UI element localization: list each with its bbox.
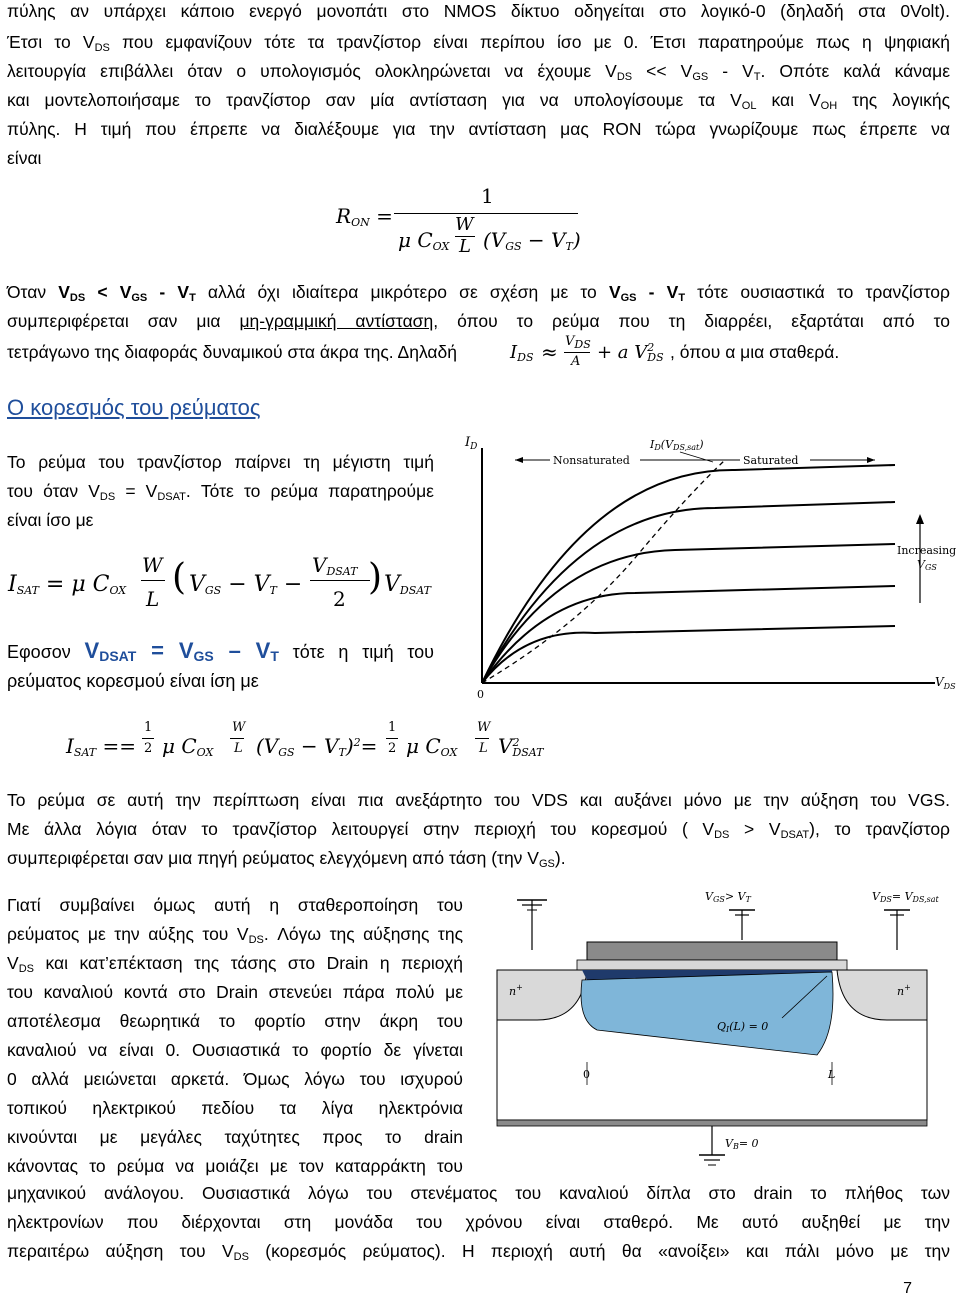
iv-characteristics-figure [455, 428, 960, 703]
para1-line5: πύλης. Η τιμή που έπρεπε να διαλέξουμε για την αντίσταση μας RON τώρα γνωρίζουμε πως έπρεπε να [7, 119, 950, 139]
para5-line2: Με άλλα λόγια όταν το τρανζίστορ λειτουργεί στην περιοχή του κορεσμού ( $V_{DS} > V_{DSAT}$), το τρανζίστορ [7, 819, 951, 841]
para4: Εφοσον $V_{DSAT} = V_{GS} - V_T$ τότε η τιμή του ρεύματος κορεσμού είναι ίση με [7, 638, 435, 691]
svg-text:VGS> VT: VGS> VT [705, 890, 751, 904]
svg-text:n+: n+ [897, 983, 911, 998]
para6-column: Γιατί συμβαίνει όμως αυτή η σταθεροποίηση του ρεύματος με την αύξης του $V_{DS}$. Λόγω της αύξησης της $V_{DS}$ και κατ’επέκταση της τάσης στο Drain η περιοχή του καναλιού κοντά στο Drain στενεύει πάρα πολύ με αποτέλεσμα θεωρητικά το φορτίο στην άκρη του καναλιού να είναι 0. Ουσιαστικά το φορτίο δε γίνεται 0 αλλά μειώνεται αρκετά. Όμως λόγω του ισχυρού τοπικού ηλεκτρικού πεδίου τα λίγα ηλεκτρόνια κινούνται με μεγάλες ταχύτητες προς το drain κάνοντας το ρεύμα να μοιάζει με τον καταρράκτη του [7, 895, 463, 1176]
iv-curve-5 [482, 465, 895, 683]
boundary-label: ID(VDS,sat) [650, 438, 704, 452]
svg-text:VDS= VDS,sat: VDS= VDS,sat [872, 890, 939, 904]
iv-curve-1 [482, 626, 895, 683]
iv-curve-3 [482, 544, 895, 683]
para1-line2: Έτσι το $V_{DS}$ που εμφανίζουν τότε τα τρανζίστορ είναι περίπου ίσο με 0. Έτσι παρατηρούμε πως η ψηφιακή [7, 32, 951, 54]
para5-line1: Το ρεύμα σε αυτή την περίπτωση είναι πια ανεξάρτητο του VDS και αυξάνει μόνο με την αύξηση του VGS. [7, 790, 950, 810]
svg-text:VB= 0: VB= 0 [725, 1137, 759, 1151]
svg-text:QI(L) = 0: QI(L) = 0 [717, 1020, 769, 1034]
para1-line3: λειτουργία επιβάλλει όταν ο υπολογισμός ολοκληρώνεται να έχουμε $V_{DS} << V_{GS} - V_T$. Οπότε καλά κάναμε [7, 61, 951, 83]
page-number: 7 [903, 1280, 912, 1297]
para5-line3: συμπεριφέρεται σαν μια πηγή ρεύματος ελεγχόμενη από τάση (την $V_{GS}$). [7, 848, 566, 870]
gate-electrode [587, 942, 837, 960]
para1-line6: είναι [7, 148, 42, 168]
svg-text:0: 0 [583, 1068, 590, 1081]
para2-line2: συμπεριφέρεται σαν μια μη-γραμμική αντίσταση, όπου το ρεύμα που τη διαρρέει, εξαρτάται από το [7, 311, 951, 331]
saturated-label: Saturated [743, 454, 799, 467]
increasing-label: Increasing [897, 544, 957, 557]
para6-line13: περαιτέρω αύξηση του $V_{DS}$ (κορεσμός ρεύματος). Η περιοχή αυτή θα «ανοίξει» και πάλι μόνο με την [7, 1241, 950, 1263]
para2-line1: Όταν $V_{DS} < V_{GS} - V_T$ αλλά όχι ιδιαίτερα μικρότερο σε σχέση με το $V_{GS} - V_T$ τότε ουσιαστικά το τρανζίστορ [7, 282, 950, 304]
para6-line12: ηλεκτρονίων που διέρχονται στη μονάδα του χρόνου είναι σταθερό. Με αυτό αυξηθεί με την [7, 1212, 950, 1232]
para1-line1: πύλης αν υπάρχει κάποιο ενεργό μονοπάτι στο NMOS δίκτυο οδηγείται στο λογικό-0 (δηλαδή στα 0Volt). [7, 1, 950, 21]
body-contact [497, 1120, 927, 1126]
svg-text:L: L [828, 1068, 836, 1081]
nonsaturated-label: Nonsaturated [553, 454, 630, 467]
gate-oxide [577, 960, 847, 970]
section-heading: Ο κορεσμός του ρεύματος [7, 395, 261, 420]
para6-line11: μηχανικού ανάλογου. Ουσιαστικά λόγω του στενέματος του καναλιού δίπλα στο drain το πλήθος των [7, 1183, 950, 1203]
iv-curve-2 [482, 586, 895, 683]
para2-line3: τετράγωνο της διαφοράς δυναμικού στα άκρα της. Δηλαδή [7, 342, 458, 362]
para1-line4: και μοντελοποιήσαμε το τρανζίστορ σαν μία αντίσταση για να υπολογίσουμε τα $V_{OL}$ και $V_{OH}$ της λογικής [7, 90, 950, 112]
para3: Το ρεύμα του τρανζίστορ παίρνει τη μέγιστη τιμή του όταν $V_{DS} = V_{DSAT}$. Τότε το ρεύμα παρατηρούμε είναι ίσο με [7, 452, 434, 530]
mosfet-saturation-figure [477, 880, 947, 1175]
vgs-label: VGS [917, 558, 937, 572]
origin-label: 0 [477, 688, 484, 701]
x-axis-label: $V_{DS}$ [935, 675, 956, 691]
svg-text:n+: n+ [509, 983, 523, 998]
y-axis-label: $I_D$ [465, 435, 478, 452]
